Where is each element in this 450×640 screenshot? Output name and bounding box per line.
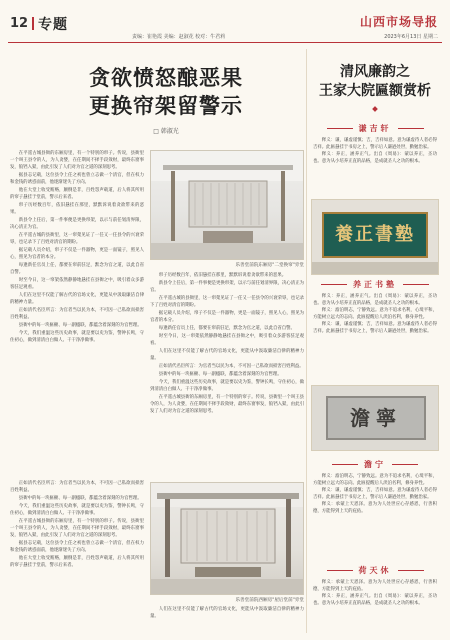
paragraph: 释义：澹泊明志，宁静致远。意为不追求名利，心境平和，方能树立远大的志向。此匾提醒后人淡泊名利，修身养性。 (313, 308, 437, 320)
plaque-1-text (313, 137, 437, 195)
paragraph: 帘子历经数百年，依旧悬挂在那里，默默诉说着贪欲带来的恶果。 (10, 203, 144, 215)
paragraph: 释义：养正，涵养正气。出自《周易》：蒙以养正，圣功也。意为从小培养正直的品格，是成就圣人之功的根本。 (313, 294, 437, 306)
plaque-2-photo (311, 385, 439, 451)
article-column-1 (10, 150, 144, 470)
paragraph: 释义：谦，谦虚谨慎；吉，吉祥如意。意为谦虚待人者必得吉祥。此匾悬挂于书房之上，警示后人谦逊处世，勤勉治家。 (313, 138, 437, 150)
article-title (36, 64, 296, 120)
paragraph: 县衙中的每一块匾额、每一副楹联，都蕴含着深刻的为官哲理。 (18, 323, 142, 328)
paragraph: 今天，我们重温这些历史故事，就是要以史为鉴，警钟长鸣，守住初心，做到清清白白做人、干干净净做事。 (10, 331, 144, 343)
paragraph: 据记载人员介绍，帘子不仅是一件器物，更是一面镜子，照见人心，照见为官者的本分。 (150, 311, 304, 323)
decorative-divider (325, 105, 425, 113)
plaque-2-text (313, 293, 437, 381)
article-column-2-bottom (150, 606, 304, 634)
plaque-1-heading: 谦吉轩 (307, 123, 443, 134)
paragraph: 在平遥古城县衙的东厢房里，有一个特别的帘子。传说，县衙里一个叫王县令的人，为人贪婪，在任期间不择手段敛财，最终东窗事发，锒铛入狱，由此引发了人们对为官之道的深刻思考。 (10, 519, 144, 538)
paragraph: 释义：谦，谦虚谨慎；吉，吉祥如意。意为谦虚待人者必得吉祥。此匾悬挂于书房之上，警示后人谦逊处世，勤勉治家。 (313, 488, 437, 500)
header-rule (8, 42, 442, 43)
diamond-icon (372, 106, 378, 112)
plaque-4-text (313, 579, 437, 629)
plaque-4-heading: 荷天休 (307, 565, 443, 576)
paragraph: 在平遥古城的县衙里，这一帘架见证了一任又一任县令的兴衰荣辱，也记录下了百姓对清官的期盼。 (150, 296, 304, 308)
editor-credits: 责编：崔艳霞 美编：赵淑花 校对：牛君莉 (132, 34, 226, 40)
paragraph: 今天，我们重温这些历史故事，就是要以史为鉴，警钟长鸣，守住初心，做到清清白白做人、干干净净做事。 (10, 504, 144, 516)
paragraph: 释义：承蒙上天恩泽。意为为人处世应心存感恩，行善积德，方能得到上天的庇佑。 (313, 502, 437, 514)
paragraph: 他在大堂上收受贿赂，颠倒是非，百姓怨声载道，后人将其所用的帘子悬挂于堂前，警示后来者。 (10, 188, 144, 200)
courtyard-hall-illustration (151, 483, 304, 595)
plaque-3-heading: 澹宁 (307, 459, 443, 470)
page-number: 12 (10, 16, 29, 31)
hall-interior-illustration (151, 151, 304, 260)
article-column-2 (150, 272, 304, 474)
photo-bottom-caption: 乐善堂前院西厢房"屋后堂前"旁堂 (235, 598, 304, 603)
paragraph: 时至今日，这一帘架依然静静地悬挂在县衙之中，吸引着众多游客驻足观看。 (150, 334, 304, 346)
plaque-1-photo (311, 199, 439, 275)
plaque-2-heading: 养正书塾 (307, 279, 443, 290)
article-photo-bottom (150, 482, 304, 595)
paragraph: 释义：澹泊明志，宁静致远。意为不追求名利，心境平和，方能树立远大的志向。此匾提醒后人淡泊名利，修身养性。 (313, 474, 437, 486)
paragraph: 释义：承蒙上天恩泽。意为为人处世应心存感恩，行善积德，方能得到上天的庇佑。 (313, 580, 437, 592)
paragraph: 正如清代名臣所言：为官者当以民为本，不可因一己私欲而损害百姓利益。 (10, 481, 144, 493)
plaque-2-board: 澹寧 (326, 396, 426, 440)
paragraph: 今天，我们重温这些历史故事，就是要以史为鉴，警钟长鸣，守住初心，做到清清白白做人、干干净净做事。 (150, 380, 304, 392)
paragraph: 据记载人员介绍，帘子不仅是一件器物，更是一面镜子，照见人心，照见为官者的本分。 (10, 248, 144, 260)
section-label: 专题 (38, 17, 68, 33)
paragraph: 时至今日，这一帘架依然静静地悬挂在县衙之中，吸引着众多游客驻足观看。 (10, 278, 144, 290)
article-column-1-bottom (10, 480, 144, 630)
paragraph: 每逢新任官员上任，都要在帘前驻足，默念为官之道，以此自省自警。 (158, 326, 295, 331)
newspaper-name: 山西市场导报 (359, 15, 438, 29)
paragraph: 释义：养正，涵养正气。出自《周易》：蒙以养正，圣功也。意为从小培养正直的品格，是成就圣人之功的根本。 (313, 594, 437, 606)
sidebar-title-line-2: 王家大院匾额赏析 (319, 83, 431, 99)
paragraph: 新县令上任后，第一件事便是更换帘架，以示与前任划清界限，决心清正为官。 (150, 281, 304, 293)
page-header (0, 0, 450, 44)
paragraph: 县衙中的每一块匾额、每一副楹联，都蕴含着深刻的为官哲理。 (158, 372, 282, 377)
paragraph: 在平遥古城县衙的东厢房里，有一个特别的帘子。传说，县衙里一个叫王县令的人，为人贪婪，在任期间不择手段敛财，最终东窗事发，锒铛入狱，由此引发了人们对为官之道的深刻思考。 (150, 395, 304, 414)
paragraph: 他在大堂上收受贿赂，颠倒是非，百姓怨声载道，后人将其所用的帘子悬挂于堂前，警示后来者。 (10, 556, 144, 568)
article-photo-top (150, 150, 304, 260)
photo-top-caption: 乐善堂前院东厢房"二堂换帘"旁堂 (235, 263, 304, 268)
paragraph: 在平遥古城县衙的东厢房里，有一个特别的帘子。传说，县衙里一个叫王县令的人，为人贪婪，在任期间不择手段敛财，最终东窗事发，锒铛入狱，由此引发了人们对为官之道的深刻思考。 (10, 151, 144, 170)
sidebar-title-line-1: 清风廉韵之 (340, 64, 410, 80)
issue-date: 2023年6月13日 星期二 (384, 34, 438, 40)
paragraph: 人们在这里不仅能了解古代的官场文化，更能从中汲取廉洁自律的精神力量。 (150, 607, 304, 619)
article-byline: □ 韩淑光 (153, 128, 179, 135)
paragraph: 释义：谦，谦虚谨慎；吉，吉祥如意。意为谦虚待人者必得吉祥。此匾悬挂于书房之上，警示后人谦逊处世，勤勉治家。 (313, 322, 437, 334)
paragraph: 正如清代名臣所言：为官者当以民为本，不可因一己私欲而损害百姓利益。 (158, 364, 304, 369)
paragraph: 据县志记载，这位县令上任之初也曾立志做一个清官，但在权力和金钱的诱惑面前，他逐渐迷失了方向。 (10, 173, 144, 185)
paragraph: 人们在这里不仅能了解古代的官场文化，更能从中汲取廉洁自律的精神力量。 (10, 293, 144, 305)
paragraph: 释义：养正，涵养正气。出自《周易》：蒙以养正，圣功也。意为从小培养正直的品格，是成就圣人之功的根本。 (313, 152, 437, 164)
paragraph: 据县志记载，这位县令上任之初也曾立志做一个清官，但在权力和金钱的诱惑面前，他逐渐迷失了方向。 (10, 541, 144, 553)
paragraph: 正如清代名臣所言：为官者当以民为本，不可因一己私欲而损害百姓利益。 (10, 308, 144, 320)
paragraph: 在平遥古城的县衙里，这一帘架见证了一任又一任县令的兴衰荣辱，也记录下了百姓对清官的期盼。 (10, 233, 144, 245)
article-title-line-2: 更换帘架留警示 (89, 94, 243, 118)
plaque-3-text (313, 473, 437, 561)
sidebar-title (307, 63, 443, 101)
paragraph: 每逢新任官员上任，都要在帘前驻足，默念为官之道，以此自省自警。 (10, 263, 144, 275)
paragraph: 新县令上任后，第一件事便是更换帘架，以示与前任划清界限，决心清正为官。 (10, 218, 144, 230)
section-divider (32, 17, 34, 30)
paragraph: 人们在这里不仅能了解古代的官场文化，更能从中汲取廉洁自律的精神力量。 (150, 349, 304, 361)
plaque-1-board: 養正書塾 (322, 212, 428, 258)
article-title-line-1: 贪欲愤怒酿恶果 (89, 66, 243, 90)
paragraph: 县衙中的每一块匾额、每一副楹联，都蕴含着深刻的为官哲理。 (18, 496, 142, 501)
paragraph: 帘子历经数百年，依旧悬挂在那里，默默诉说着贪欲带来的恶果。 (158, 273, 287, 278)
sidebar-plaques (306, 49, 442, 633)
wall-strip (312, 262, 439, 275)
